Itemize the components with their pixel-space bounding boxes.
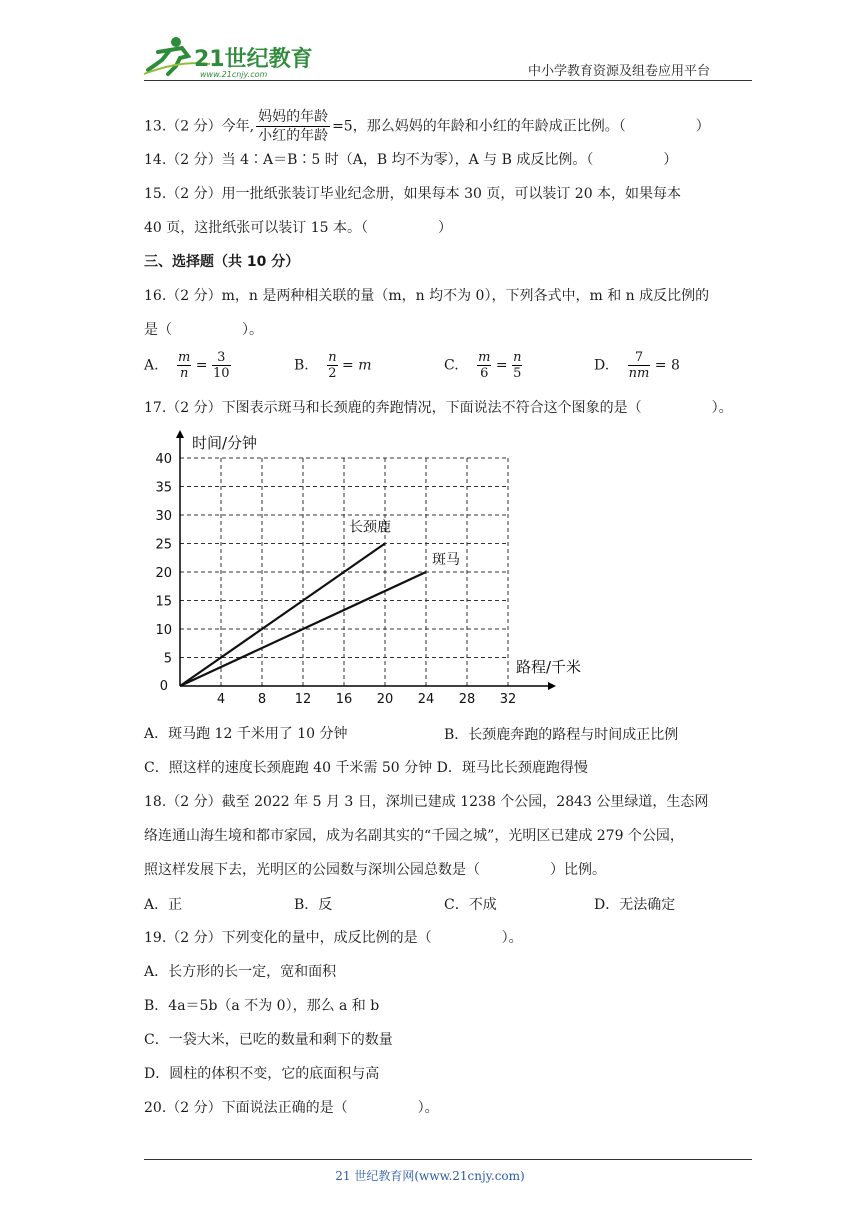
question-17-stem: 17.（2 分）下图表示斑马和长颈鹿的奔跑情况，下面说法不符合这个图象的是（ ）。 [144,400,733,416]
q17-option-b[interactable]: B．长颈鹿奔跑的路程与时间成正比例 [444,727,679,743]
q16-d-label: D. [594,357,610,374]
section-3-title: 三、选择题（共 10 分） [144,254,300,270]
q13-prefix: 13.（2 分）今年, [144,118,255,135]
footer-site-link[interactable]: 21 世纪教育网(www.21cnjy.com) [335,1169,525,1183]
q16-c-frac-2 [512,350,522,381]
question-15-line-1: 15.（2 分）用一批纸张装订毕业纪念册，如果每本 30 页，可以装订 20 本，如果每本 [144,186,682,202]
q16-a-frac-1 [177,350,191,381]
q16-option-d[interactable] [594,350,680,381]
series-label-0: 长颈鹿 [349,519,391,536]
y-tick-label-0: 0 [159,679,168,694]
footer-divider [144,1159,752,1160]
q19-option-b[interactable]: B．4a＝5b（a 不为 0），那么 a 和 b [144,998,380,1014]
q16-a-num2: 3 [212,350,231,366]
q16-b-den1: 2 [328,366,337,381]
question-18-line-2: 络连通山海生境和都市家园，成为名副其实的“千园之城”，光明区已建成 279 个公园， [144,828,684,844]
question-13 [144,108,710,145]
question-18-line-3: 照这样发展下去，光明区的公园数与深圳公园总数是（ ）比例。 [144,862,606,878]
q16-b-num1: n [328,350,337,365]
logo-main-text: 21世纪教育 [194,47,313,72]
q16-option-c[interactable] [444,350,522,381]
y-tick-label-40: 40 [155,452,172,467]
q19-option-d[interactable]: D．圆柱的体积不变，它的底面积与高 [144,1066,380,1082]
q13-frac-num: 妈妈的年龄 [258,109,329,125]
q16-b-label: B. [294,357,309,374]
site-logo [140,30,320,82]
y-tick-label-5: 5 [163,651,172,667]
q16-a-frac-2 [212,350,231,381]
x-tick-label-28: 28 [458,692,476,707]
q16-a-den2: 10 [212,366,230,381]
question-19-stem: 19.（2 分）下列变化的量中，成反比例的是（ ）。 [144,930,523,946]
q16-d-num1: 7 [628,350,651,366]
speed-line-chart [140,424,600,710]
y-axis-label: 时间/分钟 [192,434,258,452]
x-axis-label: 路程/千米 [516,658,582,676]
header-divider [144,80,752,81]
q19-option-c[interactable]: C．一袋大米，已吃的数量和剩下的数量 [144,1032,393,1048]
x-tick-label-12: 12 [294,692,312,707]
y-tick-label-25: 25 [155,537,172,553]
q18-option-b[interactable]: B．反 [294,897,333,913]
y-tick-label-35: 35 [155,480,172,496]
x-tick-label-4: 4 [216,692,226,707]
question-16-line-2: 是（ ）。 [144,322,263,338]
series-label-1: 斑马 [432,552,460,568]
question-16-line-1: 16.（2 分）m，n 是两种相关联的量（m，n 均不为 0），下列各式中，m 和 n 成反比例的 [144,288,710,304]
q16-c-eq: = [495,357,508,374]
q16-a-den1: n [179,366,189,381]
q18-option-a[interactable]: A．正 [144,897,183,913]
q16-a-num1: m [178,350,191,365]
q16-a-label: A. [144,357,159,374]
x-axis-arrow-icon [548,682,556,690]
runner-logo-icon [140,30,320,82]
x-tick-label-32: 32 [499,692,517,707]
q17-option-c-d[interactable]: C．照这样的速度长颈鹿跑 40 千米需 50 分钟 D．斑马比长颈鹿跑得慢 [144,760,588,776]
q18-option-d[interactable]: D．无法确定 [594,897,676,913]
q16-b-eq: = [342,357,354,374]
q16-d-eq: = [654,357,667,374]
x-tick-label-20: 20 [376,692,394,707]
y-tick-label-20: 20 [155,566,172,581]
q17-option-a[interactable]: A．斑马跑 12 千米用了 10 分钟 [144,726,348,742]
q16-c-label: C. [444,357,459,374]
q16-b-frac [327,350,337,381]
q13-suffix: =5，那么妈妈的年龄和小红的年龄成正比例。（ ） [332,118,710,135]
q16-c-den2: 5 [513,366,522,381]
q16-d-den1: nm [628,366,650,381]
q16-d-frac [628,350,651,381]
series-line-0 [180,544,385,687]
q13-fraction [256,108,330,145]
y-tick-label-10: 10 [155,623,172,638]
q16-b-tail: m [358,357,372,374]
q18-option-c[interactable]: C．不成 [444,897,497,913]
logo-url-text: www.21cnjy.com [200,70,268,79]
q16-option-b[interactable] [294,350,372,381]
q16-c-den1: 6 [480,366,489,381]
question-14: 14.（2 分）当 4∶A＝B∶5 时（A，B 均不为零），A 与 B 成反比例。（ ） [144,152,678,168]
q19-option-a[interactable]: A．长方形的长一定，宽和面积 [144,964,337,980]
q16-a-eq: = [195,357,208,374]
question-18-line-1: 18.（2 分）截至 2022 年 5 月 3 日，深圳已建成 1238 个公园，2843 公里绿道，生态网 [144,794,709,810]
y-tick-label-15: 15 [155,594,172,610]
q16-option-a[interactable] [144,350,231,381]
question-20-stem: 20.（2 分）下面说法正确的是（ ）。 [144,1100,439,1116]
q16-c-frac-1 [477,350,491,381]
x-tick-label-8: 8 [257,692,267,707]
q13-frac-den: 小红的年龄 [258,128,329,144]
y-tick-label-30: 30 [155,509,172,524]
q16-d-tail: 8 [670,357,680,374]
q16-c-num2: n [513,350,522,365]
x-tick-label-24: 24 [417,692,435,707]
header-platform-text: 中小学教育资源及组卷应用平台 [527,64,710,79]
y-axis-arrow-icon [176,430,184,438]
x-tick-label-16: 16 [335,692,353,707]
question-15-line-2: 40 页，这批纸张可以装订 15 本。（ ） [144,220,452,236]
q16-c-num1: m [478,350,491,365]
